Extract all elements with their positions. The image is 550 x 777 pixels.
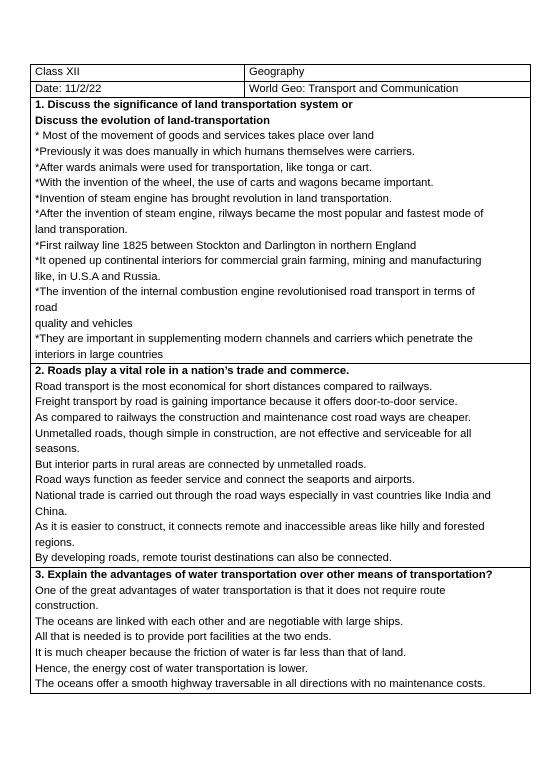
answer-line: quality and vehicles [35,317,133,330]
answer-line: * Most of the movement of goods and services takes place over land [35,130,374,143]
answer-line: The oceans offer a smooth highway traversable in all directions with no maintenance costs. [35,678,486,691]
answer-line: *Invention of steam engine has brought revolution in land transportation. [35,192,392,205]
section-row-2 [31,364,531,568]
question-title: 3. Explain the advantages of water transportation over other means of transportation? [35,569,493,581]
answer-line: *It opened up continental interiors for commercial grain farming, mining and manufacturing [35,255,482,268]
section-row-3 [31,568,531,694]
answer-line: It is much cheaper because the friction of water is far less than that of land. [35,646,407,659]
answer-line: As compared to railways the construction and maintenance cost road ways are cheaper. [35,412,471,425]
answer-line: construction. [35,600,99,613]
answer-line: *After the invention of steam engine, rilways became the most popular and fastest mode of [35,208,484,221]
answer-line: road [35,301,58,314]
answer-line: *After wards animals were used for transportation, like tonga or cart. [35,161,373,174]
answer-line: like, in U.S.A and Russia. [35,270,161,283]
answer-line: Road ways function as feeder service and connect the seaports and airports. [35,474,415,487]
date-cell: Date: 11/2/22 [31,81,245,98]
answer-line: *With the invention of the wheel, the use of carts and wagons became important. [35,177,434,190]
answer-line: *They are important in supplementing modern channels and carriers which penetrate the [35,333,473,346]
header-row-class [31,65,531,82]
answer-line: seasons. [35,443,80,456]
notes-sheet [30,64,531,694]
section-cell [31,568,531,694]
answer-line: interiors in large countries [35,348,164,361]
subject-cell: Geography [245,65,531,82]
answer-line: *The invention of the internal combustion engine revolutionised road transport in terms of [35,286,475,299]
topic-cell: World Geo: Transport and Communication [245,81,531,98]
answer-line: regions. [35,536,75,549]
answer-line: China. [35,505,68,518]
answer-line: Hence, the energy cost of water transportation is lower. [35,662,308,675]
answer-line: The oceans are linked with each other and are negotiable with large ships. [35,615,404,628]
answer-line: land transporation. [35,223,128,236]
question-title: 1. Discuss the significance of land transportation system or [35,99,353,112]
section-row-1 [31,98,531,364]
answer-line: *Previously it was does manually in which humans themselves were carriers. [35,145,415,158]
class-cell: Class XII [31,65,245,82]
notes-table [30,64,531,694]
answer-line: But interior parts in rural areas are connected by unmetalled roads. [35,458,367,471]
answer-line: Unmetalled roads, though simple in construction, are not effective and serviceable for all [35,427,472,440]
section-cell [31,364,531,568]
question-title: Discuss the evolution of land-transportation [35,114,270,127]
question-title: 2. Roads play a vital role in a nation’s trade and commerce. [35,365,350,378]
answer-line: As it is easier to construct, it connects remote and inaccessible areas like hilly and forested [35,521,485,534]
answer-line: One of the great advantages of water transportation is that it does not require route [35,584,446,597]
answer-line: National trade is carried out through the road ways especially in vast countries like India and [35,490,491,503]
answer-line: Freight transport by road is gaining importance because it offers door-to-door service. [35,396,458,409]
answer-line: *First railway line 1825 between Stockton and Darlington in northern England [35,239,417,252]
answer-line: By developing roads, remote tourist destinations can also be connected. [35,552,392,565]
answer-line: Road transport is the most economical for short distances compared to railways. [35,380,433,393]
answer-line: All that is needed is to provide port facilities at the two ends. [35,631,332,644]
section-cell [31,98,531,364]
header-row-date [31,81,531,98]
